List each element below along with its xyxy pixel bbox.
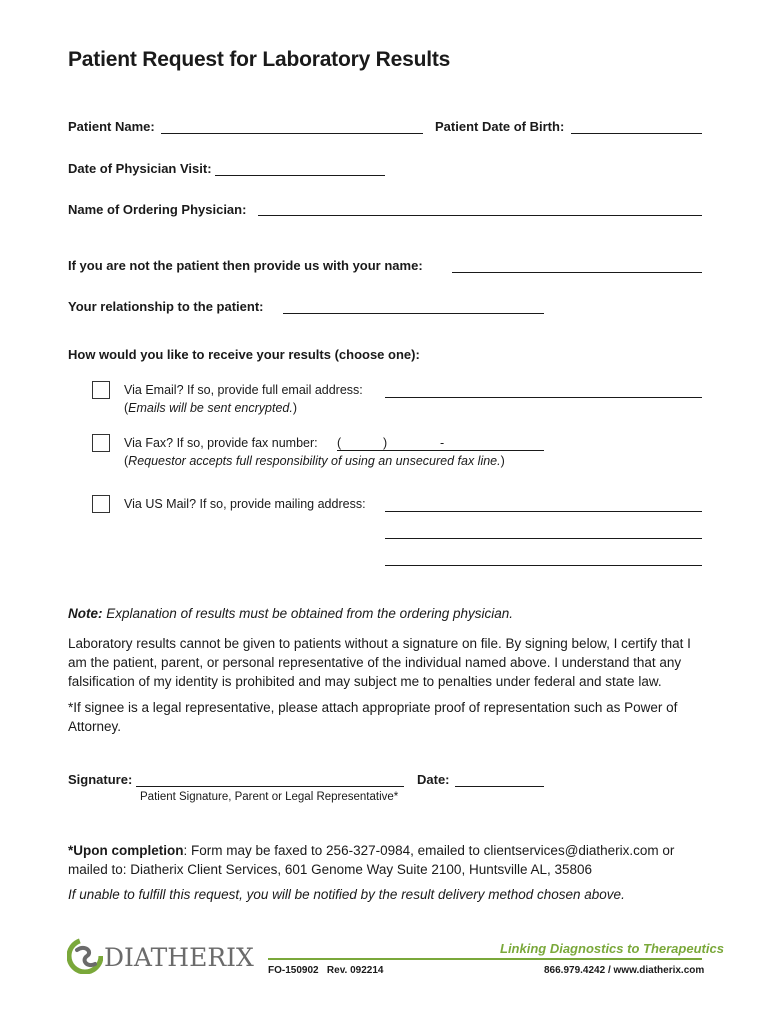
signature-date-label: Date: <box>417 772 450 787</box>
legal-representative-paragraph: *If signee is a legal representative, please attach appropriate proof of representation such as Power of Attorney. <box>68 700 678 734</box>
mail-option-label: Via US Mail? If so, provide mailing address: <box>124 497 366 511</box>
footer-rule <box>268 958 702 960</box>
certification-paragraph: Laboratory results cannot be given to patients without a signature on file. By signing below, I certify that I am the patient, parent, or personal representative of the individual named above. I understand that any falsification of my identity is prohibited and may subject me to penalties under federal and state law. <box>68 636 691 689</box>
completion-prefix: *Upon completion <box>68 843 184 858</box>
relationship-label: Your relationship to the patient: <box>68 299 264 314</box>
email-checkbox[interactable] <box>92 381 110 399</box>
patient-name-field[interactable] <box>161 133 423 134</box>
relationship-field[interactable] <box>283 313 544 314</box>
email-option-label: Via Email? If so, provide full email address: <box>124 383 363 397</box>
fax-option-label: Via Fax? If so, provide fax number: <box>124 436 318 450</box>
email-address-field[interactable] <box>385 397 702 398</box>
note-prefix: Note: <box>68 606 103 621</box>
patient-dob-field[interactable] <box>571 133 702 134</box>
fax-number-field[interactable] <box>337 450 544 451</box>
fax-close-paren: ) <box>383 436 388 450</box>
patient-name-label: Patient Name: <box>68 119 155 134</box>
form-code: FO-150902 Rev. 092214 <box>268 965 384 976</box>
delivery-method-label: How would you like to receive your results (choose one): <box>68 347 420 362</box>
signature-date-field[interactable] <box>455 786 544 787</box>
diatherix-logo-text: DIATHERIX <box>104 943 254 972</box>
physician-field[interactable] <box>258 215 702 216</box>
signature-label: Signature: <box>68 772 133 787</box>
signature-caption: Patient Signature, Parent or Legal Representative* <box>140 791 399 803</box>
footer-tagline: Linking Diagnostics to Therapeutics <box>500 941 724 956</box>
fax-note: (Requestor accepts full responsibility of using an unsecured fax line.) <box>124 454 505 468</box>
mail-address-line1[interactable] <box>385 511 702 512</box>
visit-date-field[interactable] <box>215 175 385 176</box>
diatherix-swirl-logo-icon <box>67 938 103 974</box>
fax-checkbox[interactable] <box>92 434 110 452</box>
visit-date-label: Date of Physician Visit: <box>68 161 212 176</box>
signature-field[interactable] <box>136 786 404 787</box>
note-line <box>68 606 513 621</box>
mail-checkbox[interactable] <box>92 495 110 513</box>
fax-dash: - <box>440 436 445 450</box>
completion-instructions <box>68 841 708 879</box>
fax-open-paren: ( <box>337 436 342 450</box>
footer-contact: 866.979.4242 / www.diatherix.com <box>544 965 705 976</box>
patient-dob-label: Patient Date of Birth: <box>435 119 565 134</box>
fax-note-text: Requestor accepts full responsibility of using an unsecured fax line. <box>128 454 501 468</box>
unable-notice: If unable to fulfill this request, you will be notified by the result delivery method chosen above. <box>68 887 625 902</box>
requestor-name-label: If you are not the patient then provide us with your name: <box>68 258 423 273</box>
mail-address-line3[interactable] <box>385 565 702 566</box>
mail-address-line2[interactable] <box>385 538 702 539</box>
email-note-text: Emails will be sent encrypted. <box>128 401 293 415</box>
completion-text: : Form may be faxed to 256-327-0984, emailed to clientservices@diatherix.com or mailed to: Diatherix Client Services, 601 Genome Way Suite 2100, Huntsville AL, 35806 <box>68 843 675 877</box>
requestor-name-field[interactable] <box>452 272 702 273</box>
email-note: (Emails will be sent encrypted.) <box>124 401 297 415</box>
page-title: Patient Request for Laboratory Results <box>68 48 451 71</box>
note-text: Explanation of results must be obtained from the ordering physician. <box>106 606 513 621</box>
physician-label: Name of Ordering Physician: <box>68 202 247 217</box>
